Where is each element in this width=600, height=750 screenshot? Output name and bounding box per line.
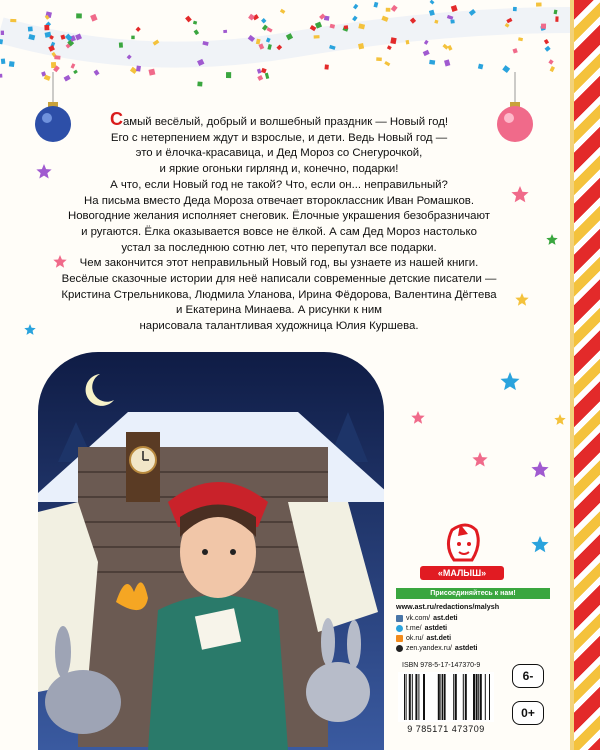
book-description: Самый весёлый, добрый и волшебный праздник — Новый год! Его с нетерпением ждут и взрослые, и дети. Ведь Новый год — это и ёлочка-красавица, и Дед Мороз со Снегурочкой, и яркие огоньки гирлянд и, конечно, подарки! А что, если Новый год не такой? Что, если он... неправильный? На письма вместо Деда Мороза отвечает второклассник Иван Ромашков. Новогодние желания исполняет снеговик. Ёлочные украшения безобразничают и ругаются. Ёлка оказывается вовсе не ёлкой. А сам Дед Мороз настолько устал за последнюю сотню лет, что перепутал все подарки. Чем закончится этот неправильный Новый год, вы узнаете из нашей книги. Весёлые сказочные истории для неё написали современные детские писатели — Кристина Стрельникова, Людмила Уланова, Ирина Фёдорова, Валентина Дёгтева и Екатерина Минаева. А рисунки к ним нарисовала талантливая художница Юлия Куршева. xyxy=(46,112,512,335)
description-line: На письма вместо Деда Мороза отвечает второклассник Иван Ромашков. xyxy=(83,194,475,207)
social-link-telegram[interactable]: t.me/ astdeti xyxy=(396,625,447,632)
candy-stripe-border xyxy=(574,0,600,750)
star-icon xyxy=(411,411,424,424)
join-us-banner: Присоединяйтесь к нам! xyxy=(396,588,550,599)
barcode-number: 9 785171 473709 xyxy=(407,724,485,734)
description-line: нарисовала талантливая художница Юлия Куршева. xyxy=(139,320,419,333)
zen-icon xyxy=(396,645,403,652)
social-link-vk[interactable]: vk.com/ ast.deti xyxy=(396,615,458,622)
publisher-logo-text: «МАЛЫШ» xyxy=(420,566,504,580)
description-line: Его с нетерпением ждут и взрослые, и дети. Ведь Новый год — xyxy=(110,131,448,144)
description-line: Весёлые сказочные истории для неё написали современные детские писатели — xyxy=(61,273,497,286)
age-rating-badge: 6- xyxy=(512,664,544,688)
odnoklassniki-icon xyxy=(396,635,403,642)
description-line: это и ёлочка-красавица, и Дед Мороз со Снегурочкой, xyxy=(135,147,423,160)
isbn-label: ISBN 978-5-17-147370-9 xyxy=(402,662,481,669)
description-line: и ругаются. Ёлка оказывается вовсе не ёлкой. А сам Дед Мороз настолько xyxy=(81,225,477,238)
star-icon xyxy=(554,414,565,425)
description-line: устал за последнюю сотню лет, что перепутал все подарки. xyxy=(121,241,437,254)
dropcap-letter: С xyxy=(109,109,123,129)
description-line: Чем закончится этот неправильный Новый год, вы узнаете из нашей книги. xyxy=(79,257,479,270)
vk-icon xyxy=(396,615,403,622)
star-icon xyxy=(531,461,548,477)
description-line: и Екатерина Минаева. А рисунки к ним xyxy=(175,304,383,317)
social-link-zen[interactable]: zen.yandex.ru/ astdeti xyxy=(396,645,477,652)
star-icon xyxy=(531,536,548,552)
star-icon xyxy=(546,234,557,245)
publisher-website[interactable]: www.ast.ru/redactions/malysh xyxy=(396,602,500,611)
star-icon xyxy=(511,186,528,202)
social-link-ok[interactable]: ok.ru/ ast.deti xyxy=(396,635,451,642)
star-icon xyxy=(24,324,35,335)
description-line: Кристина Стрельникова, Людмила Уланова, Ирина Фёдорова, Валентина Дёгтева xyxy=(61,288,497,301)
cover-illustration xyxy=(38,352,384,750)
description-line: и яркие огоньки гирлянд и, конечно, подарки! xyxy=(159,163,399,176)
telegram-icon xyxy=(396,625,403,632)
star-icon xyxy=(501,372,520,390)
description-line: А что, если Новый год не такой? Что, если он... неправильный? xyxy=(110,178,448,191)
description-line: Новогодние желания исполняет снеговик. Ёлочные украшения безобразничают xyxy=(67,210,490,223)
age-rating-badge: 0+ xyxy=(512,701,544,725)
star-icon xyxy=(515,293,528,306)
star-icon xyxy=(472,452,487,467)
barcode-icon xyxy=(398,672,494,722)
